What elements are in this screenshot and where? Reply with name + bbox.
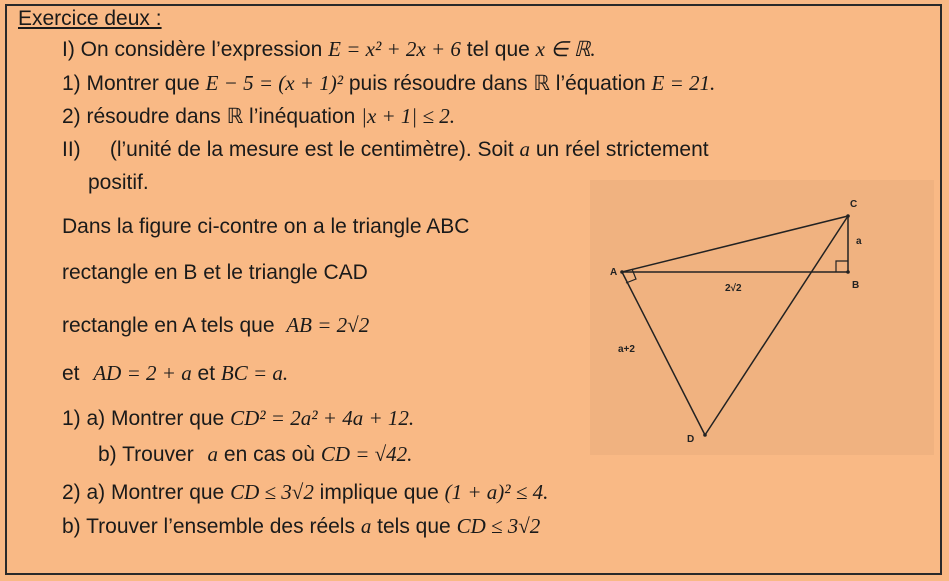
q1-equation: E = 21. (651, 71, 716, 95)
triangle-figure (590, 180, 934, 455)
text4-mid: et (197, 362, 216, 385)
label-D: D (687, 434, 695, 445)
expression-E: E = x² + 2x + 6 (328, 37, 461, 61)
label-AB: 2√2 (725, 283, 742, 294)
point-D (703, 433, 707, 437)
q1-label: 1) Montrer que (62, 72, 200, 95)
part2-text4 (62, 360, 288, 387)
q1b-condition: CD = √42. (320, 442, 413, 466)
triangle-diagram (590, 180, 934, 455)
q1b-variable: a (207, 442, 219, 466)
point-B (846, 270, 850, 274)
label-C: C (850, 199, 858, 210)
label-AD: a+2 (618, 344, 635, 355)
q2b-mid: tels que (377, 515, 451, 538)
q1a-label: 1) a) Montrer que (62, 407, 225, 430)
ad-length: AD = 2 + a (93, 361, 192, 385)
part1-intro (62, 36, 596, 63)
part2-text1: Dans la figure ci-contre on a le triangle ABC (62, 215, 470, 238)
part1-intro-text: I) On considère l’expression (62, 38, 323, 61)
q2b-variable: a (360, 514, 372, 538)
part2-intro-end: un réel strictement (535, 138, 709, 161)
part2-q2b (62, 513, 540, 540)
part2-intro-text: II) (l’unité de la mesure est le centimètre). Soit (62, 138, 514, 161)
part1-intro-mid: tel que (466, 38, 530, 61)
text4-label: et (62, 362, 80, 385)
bc-length: BC = a. (220, 361, 289, 385)
segment-AC (622, 216, 848, 272)
ab-length: AB = 2√2 (286, 313, 370, 337)
text3-label: rectangle en A tels que (62, 314, 275, 337)
q2a-result: (1 + a)² ≤ 4. (444, 480, 549, 504)
label-B: B (852, 280, 860, 291)
segment-CD (705, 216, 848, 435)
q1b-mid: en cas où (223, 443, 315, 466)
point-A (620, 270, 624, 274)
label-BC: a (856, 236, 862, 247)
part2-q2a (62, 479, 548, 506)
part2-q1b (98, 441, 412, 468)
domain-x: x ∈ ℝ. (535, 37, 596, 61)
exercise-title: Exercice deux : (18, 7, 162, 30)
q2a-label: 2) a) Montrer que (62, 481, 225, 504)
q1b-label: b) Trouver (98, 443, 194, 466)
q1a-formula: CD² = 2a² + 4a + 12. (230, 406, 415, 430)
part2-intro (62, 136, 709, 163)
part1-question2 (62, 103, 455, 130)
part2-text2: rectangle en B et le triangle CAD (62, 261, 368, 284)
q2b-label: b) Trouver l’ensemble des réels (62, 515, 355, 538)
q1-mid: puis résoudre dans ℝ l’équation (348, 72, 646, 95)
point-C (846, 214, 850, 218)
part2-text3 (62, 312, 369, 339)
q1-identity: E − 5 = (x + 1)² (205, 71, 344, 95)
part2-q1a (62, 405, 414, 432)
part1-question1 (62, 70, 715, 97)
q2a-condition: CD ≤ 3√2 (230, 480, 314, 504)
q2a-mid: implique que (319, 481, 439, 504)
q2b-condition: CD ≤ 3√2 (456, 514, 541, 538)
part2-intro-cont: positif. (88, 171, 149, 194)
right-angle-B (836, 261, 848, 272)
variable-a: a (519, 137, 531, 161)
label-A: A (610, 267, 618, 278)
q2-inequation: |x + 1| ≤ 2. (361, 104, 455, 128)
q2-label: 2) résoudre dans ℝ l’inéquation (62, 105, 356, 128)
